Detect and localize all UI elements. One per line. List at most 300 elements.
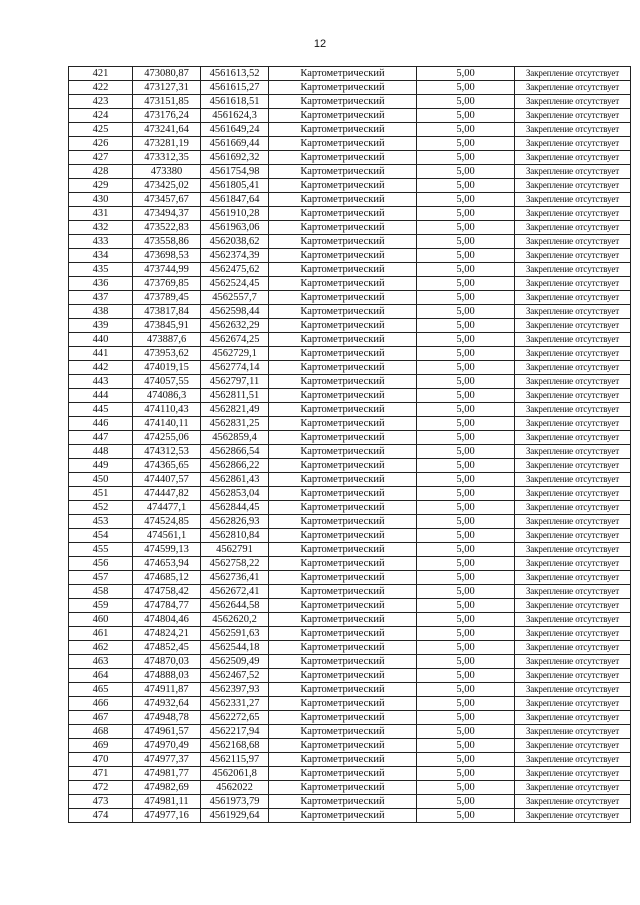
point-number-cell: 428 bbox=[69, 165, 133, 179]
x-coordinate-cell: 473151,85 bbox=[133, 95, 201, 109]
point-number-cell: 434 bbox=[69, 249, 133, 263]
y-coordinate-cell: 4561973,79 bbox=[201, 795, 269, 809]
x-coordinate-cell: 473744,99 bbox=[133, 263, 201, 277]
y-coordinate-cell: 4562509,49 bbox=[201, 655, 269, 669]
accuracy-cell: 5,00 bbox=[417, 739, 515, 753]
point-number-cell: 455 bbox=[69, 543, 133, 557]
point-number-cell: 423 bbox=[69, 95, 133, 109]
table-row bbox=[69, 613, 631, 627]
fixation-cell: Закрепление отсутствует bbox=[515, 361, 631, 375]
x-coordinate-cell: 474477,1 bbox=[133, 501, 201, 515]
x-coordinate-cell: 474961,57 bbox=[133, 725, 201, 739]
fixation-cell: Закрепление отсутствует bbox=[515, 277, 631, 291]
accuracy-cell: 5,00 bbox=[417, 347, 515, 361]
method-cell: Картометрический bbox=[269, 613, 417, 627]
x-coordinate-cell: 473080,87 bbox=[133, 67, 201, 81]
y-coordinate-cell: 4562557,7 bbox=[201, 291, 269, 305]
fixation-cell: Закрепление отсутствует bbox=[515, 655, 631, 669]
accuracy-cell: 5,00 bbox=[417, 95, 515, 109]
y-coordinate-cell: 4562866,54 bbox=[201, 445, 269, 459]
point-number-cell: 445 bbox=[69, 403, 133, 417]
x-coordinate-cell: 473457,67 bbox=[133, 193, 201, 207]
accuracy-cell: 5,00 bbox=[417, 655, 515, 669]
table-row bbox=[69, 543, 631, 557]
accuracy-cell: 5,00 bbox=[417, 711, 515, 725]
method-cell: Картометрический bbox=[269, 543, 417, 557]
fixation-cell: Закрепление отсутствует bbox=[515, 683, 631, 697]
y-coordinate-cell: 4562374,39 bbox=[201, 249, 269, 263]
method-cell: Картометрический bbox=[269, 347, 417, 361]
table-row bbox=[69, 221, 631, 235]
table-row bbox=[69, 781, 631, 795]
fixation-cell: Закрепление отсутствует bbox=[515, 697, 631, 711]
y-coordinate-cell: 4561754,98 bbox=[201, 165, 269, 179]
y-coordinate-cell: 4562217,94 bbox=[201, 725, 269, 739]
y-coordinate-cell: 4562038,62 bbox=[201, 235, 269, 249]
y-coordinate-cell: 4561963,06 bbox=[201, 221, 269, 235]
fixation-cell: Закрепление отсутствует bbox=[515, 347, 631, 361]
point-number-cell: 440 bbox=[69, 333, 133, 347]
accuracy-cell: 5,00 bbox=[417, 277, 515, 291]
table-row bbox=[69, 809, 631, 823]
point-number-cell: 446 bbox=[69, 417, 133, 431]
method-cell: Картометрический bbox=[269, 375, 417, 389]
accuracy-cell: 5,00 bbox=[417, 179, 515, 193]
accuracy-cell: 5,00 bbox=[417, 375, 515, 389]
accuracy-cell: 5,00 bbox=[417, 151, 515, 165]
accuracy-cell: 5,00 bbox=[417, 123, 515, 137]
x-coordinate-cell: 473953,62 bbox=[133, 347, 201, 361]
fixation-cell: Закрепление отсутствует bbox=[515, 137, 631, 151]
fixation-cell: Закрепление отсутствует bbox=[515, 417, 631, 431]
point-number-cell: 470 bbox=[69, 753, 133, 767]
method-cell: Картометрический bbox=[269, 459, 417, 473]
x-coordinate-cell: 474911,87 bbox=[133, 683, 201, 697]
accuracy-cell: 5,00 bbox=[417, 697, 515, 711]
table-row bbox=[69, 585, 631, 599]
x-coordinate-cell: 473281,19 bbox=[133, 137, 201, 151]
y-coordinate-cell: 4562475,62 bbox=[201, 263, 269, 277]
accuracy-cell: 5,00 bbox=[417, 585, 515, 599]
y-coordinate-cell: 4561929,64 bbox=[201, 809, 269, 823]
table-row bbox=[69, 375, 631, 389]
y-coordinate-cell: 4562736,41 bbox=[201, 571, 269, 585]
fixation-cell: Закрепление отсутствует bbox=[515, 123, 631, 137]
y-coordinate-cell: 4562644,58 bbox=[201, 599, 269, 613]
y-coordinate-cell: 4561649,24 bbox=[201, 123, 269, 137]
fixation-cell: Закрепление отсутствует bbox=[515, 571, 631, 585]
x-coordinate-cell: 474447,82 bbox=[133, 487, 201, 501]
point-number-cell: 450 bbox=[69, 473, 133, 487]
accuracy-cell: 5,00 bbox=[417, 361, 515, 375]
point-number-cell: 467 bbox=[69, 711, 133, 725]
method-cell: Картометрический bbox=[269, 599, 417, 613]
y-coordinate-cell: 4561669,44 bbox=[201, 137, 269, 151]
fixation-cell: Закрепление отсутствует bbox=[515, 403, 631, 417]
fixation-cell: Закрепление отсутствует bbox=[515, 501, 631, 515]
point-number-cell: 471 bbox=[69, 767, 133, 781]
y-coordinate-cell: 4561910,28 bbox=[201, 207, 269, 221]
x-coordinate-cell: 473176,24 bbox=[133, 109, 201, 123]
method-cell: Картометрический bbox=[269, 431, 417, 445]
method-cell: Картометрический bbox=[269, 753, 417, 767]
accuracy-cell: 5,00 bbox=[417, 109, 515, 123]
table-row bbox=[69, 291, 631, 305]
y-coordinate-cell: 4562397,93 bbox=[201, 683, 269, 697]
method-cell: Картометрический bbox=[269, 137, 417, 151]
method-cell: Картометрический bbox=[269, 123, 417, 137]
accuracy-cell: 5,00 bbox=[417, 627, 515, 641]
fixation-cell: Закрепление отсутствует bbox=[515, 207, 631, 221]
table-row bbox=[69, 431, 631, 445]
x-coordinate-cell: 473312,35 bbox=[133, 151, 201, 165]
y-coordinate-cell: 4562826,93 bbox=[201, 515, 269, 529]
accuracy-cell: 5,00 bbox=[417, 571, 515, 585]
y-coordinate-cell: 4561618,51 bbox=[201, 95, 269, 109]
fixation-cell: Закрепление отсутствует bbox=[515, 767, 631, 781]
method-cell: Картометрический bbox=[269, 557, 417, 571]
point-number-cell: 424 bbox=[69, 109, 133, 123]
x-coordinate-cell: 473698,53 bbox=[133, 249, 201, 263]
y-coordinate-cell: 4562331,27 bbox=[201, 697, 269, 711]
table-row bbox=[69, 627, 631, 641]
method-cell: Картометрический bbox=[269, 417, 417, 431]
method-cell: Картометрический bbox=[269, 501, 417, 515]
y-coordinate-cell: 4562866,22 bbox=[201, 459, 269, 473]
point-number-cell: 443 bbox=[69, 375, 133, 389]
x-coordinate-cell: 474561,1 bbox=[133, 529, 201, 543]
point-number-cell: 453 bbox=[69, 515, 133, 529]
fixation-cell: Закрепление отсутствует bbox=[515, 613, 631, 627]
y-coordinate-cell: 4562797,11 bbox=[201, 375, 269, 389]
fixation-cell: Закрепление отсутствует bbox=[515, 487, 631, 501]
accuracy-cell: 5,00 bbox=[417, 305, 515, 319]
fixation-cell: Закрепление отсутствует bbox=[515, 319, 631, 333]
accuracy-cell: 5,00 bbox=[417, 389, 515, 403]
y-coordinate-cell: 4562791 bbox=[201, 543, 269, 557]
fixation-cell: Закрепление отсутствует bbox=[515, 81, 631, 95]
table-row bbox=[69, 123, 631, 137]
table-row bbox=[69, 305, 631, 319]
fixation-cell: Закрепление отсутствует bbox=[515, 599, 631, 613]
point-number-cell: 458 bbox=[69, 585, 133, 599]
x-coordinate-cell: 474784,77 bbox=[133, 599, 201, 613]
point-number-cell: 473 bbox=[69, 795, 133, 809]
point-number-cell: 466 bbox=[69, 697, 133, 711]
table-row bbox=[69, 67, 631, 81]
point-number-cell: 463 bbox=[69, 655, 133, 669]
fixation-cell: Закрепление отсутствует bbox=[515, 431, 631, 445]
table-row bbox=[69, 529, 631, 543]
method-cell: Картометрический bbox=[269, 697, 417, 711]
x-coordinate-cell: 473425,02 bbox=[133, 179, 201, 193]
x-coordinate-cell: 474140,11 bbox=[133, 417, 201, 431]
x-coordinate-cell: 474255,06 bbox=[133, 431, 201, 445]
point-number-cell: 465 bbox=[69, 683, 133, 697]
method-cell: Картометрический bbox=[269, 711, 417, 725]
accuracy-cell: 5,00 bbox=[417, 599, 515, 613]
y-coordinate-cell: 4562672,41 bbox=[201, 585, 269, 599]
x-coordinate-cell: 474804,46 bbox=[133, 613, 201, 627]
y-coordinate-cell: 4562022 bbox=[201, 781, 269, 795]
y-coordinate-cell: 4561847,64 bbox=[201, 193, 269, 207]
fixation-cell: Закрепление отсутствует bbox=[515, 179, 631, 193]
point-number-cell: 432 bbox=[69, 221, 133, 235]
x-coordinate-cell: 474758,42 bbox=[133, 585, 201, 599]
x-coordinate-cell: 473494,37 bbox=[133, 207, 201, 221]
x-coordinate-cell: 473887,6 bbox=[133, 333, 201, 347]
table-row bbox=[69, 515, 631, 529]
accuracy-cell: 5,00 bbox=[417, 641, 515, 655]
table-row bbox=[69, 739, 631, 753]
table-row bbox=[69, 319, 631, 333]
fixation-cell: Закрепление отсутствует bbox=[515, 739, 631, 753]
point-number-cell: 438 bbox=[69, 305, 133, 319]
y-coordinate-cell: 4561692,32 bbox=[201, 151, 269, 165]
fixation-cell: Закрепление отсутствует bbox=[515, 809, 631, 823]
point-number-cell: 448 bbox=[69, 445, 133, 459]
table-row bbox=[69, 417, 631, 431]
x-coordinate-cell: 474852,45 bbox=[133, 641, 201, 655]
accuracy-cell: 5,00 bbox=[417, 193, 515, 207]
x-coordinate-cell: 474086,3 bbox=[133, 389, 201, 403]
x-coordinate-cell: 474312,53 bbox=[133, 445, 201, 459]
method-cell: Картометрический bbox=[269, 725, 417, 739]
fixation-cell: Закрепление отсутствует bbox=[515, 781, 631, 795]
table-row bbox=[69, 137, 631, 151]
accuracy-cell: 5,00 bbox=[417, 137, 515, 151]
point-number-cell: 461 bbox=[69, 627, 133, 641]
accuracy-cell: 5,00 bbox=[417, 417, 515, 431]
fixation-cell: Закрепление отсутствует bbox=[515, 529, 631, 543]
y-coordinate-cell: 4562524,45 bbox=[201, 277, 269, 291]
fixation-cell: Закрепление отсутствует bbox=[515, 795, 631, 809]
accuracy-cell: 5,00 bbox=[417, 165, 515, 179]
y-coordinate-cell: 4561613,52 bbox=[201, 67, 269, 81]
method-cell: Картометрический bbox=[269, 795, 417, 809]
method-cell: Картометрический bbox=[269, 627, 417, 641]
table-row bbox=[69, 95, 631, 109]
point-number-cell: 468 bbox=[69, 725, 133, 739]
table-row bbox=[69, 389, 631, 403]
accuracy-cell: 5,00 bbox=[417, 81, 515, 95]
accuracy-cell: 5,00 bbox=[417, 543, 515, 557]
point-number-cell: 431 bbox=[69, 207, 133, 221]
y-coordinate-cell: 4562853,04 bbox=[201, 487, 269, 501]
x-coordinate-cell: 474653,94 bbox=[133, 557, 201, 571]
point-number-cell: 472 bbox=[69, 781, 133, 795]
method-cell: Картометрический bbox=[269, 809, 417, 823]
method-cell: Картометрический bbox=[269, 81, 417, 95]
table-row bbox=[69, 697, 631, 711]
accuracy-cell: 5,00 bbox=[417, 669, 515, 683]
y-coordinate-cell: 4562758,22 bbox=[201, 557, 269, 571]
method-cell: Картометрический bbox=[269, 487, 417, 501]
table-row bbox=[69, 151, 631, 165]
method-cell: Картометрический bbox=[269, 277, 417, 291]
method-cell: Картометрический bbox=[269, 291, 417, 305]
point-number-cell: 439 bbox=[69, 319, 133, 333]
table-row bbox=[69, 753, 631, 767]
table-row bbox=[69, 109, 631, 123]
accuracy-cell: 5,00 bbox=[417, 67, 515, 81]
method-cell: Картометрический bbox=[269, 529, 417, 543]
x-coordinate-cell: 474870,03 bbox=[133, 655, 201, 669]
x-coordinate-cell: 473789,45 bbox=[133, 291, 201, 305]
table-row bbox=[69, 347, 631, 361]
method-cell: Картометрический bbox=[269, 151, 417, 165]
table-row bbox=[69, 165, 631, 179]
table-row bbox=[69, 795, 631, 809]
table-row bbox=[69, 571, 631, 585]
method-cell: Картометрический bbox=[269, 109, 417, 123]
method-cell: Картометрический bbox=[269, 767, 417, 781]
method-cell: Картометрический bbox=[269, 333, 417, 347]
method-cell: Картометрический bbox=[269, 473, 417, 487]
point-number-cell: 429 bbox=[69, 179, 133, 193]
table-row bbox=[69, 263, 631, 277]
x-coordinate-cell: 473558,86 bbox=[133, 235, 201, 249]
fixation-cell: Закрепление отсутствует bbox=[515, 669, 631, 683]
x-coordinate-cell: 474977,16 bbox=[133, 809, 201, 823]
method-cell: Картометрический bbox=[269, 95, 417, 109]
fixation-cell: Закрепление отсутствует bbox=[515, 585, 631, 599]
x-coordinate-cell: 473522,83 bbox=[133, 221, 201, 235]
accuracy-cell: 5,00 bbox=[417, 235, 515, 249]
fixation-cell: Закрепление отсутствует bbox=[515, 375, 631, 389]
method-cell: Картометрический bbox=[269, 683, 417, 697]
x-coordinate-cell: 473241,64 bbox=[133, 123, 201, 137]
fixation-cell: Закрепление отсутствует bbox=[515, 473, 631, 487]
point-number-cell: 459 bbox=[69, 599, 133, 613]
table-row bbox=[69, 445, 631, 459]
fixation-cell: Закрепление отсутствует bbox=[515, 725, 631, 739]
x-coordinate-cell: 474970,49 bbox=[133, 739, 201, 753]
point-number-cell: 425 bbox=[69, 123, 133, 137]
method-cell: Картометрический bbox=[269, 585, 417, 599]
point-number-cell: 469 bbox=[69, 739, 133, 753]
method-cell: Картометрический bbox=[269, 235, 417, 249]
point-number-cell: 474 bbox=[69, 809, 133, 823]
x-coordinate-cell: 474110,43 bbox=[133, 403, 201, 417]
method-cell: Картометрический bbox=[269, 739, 417, 753]
accuracy-cell: 5,00 bbox=[417, 613, 515, 627]
table-row bbox=[69, 277, 631, 291]
y-coordinate-cell: 4561615,27 bbox=[201, 81, 269, 95]
x-coordinate-cell: 473380 bbox=[133, 165, 201, 179]
page-number: 12 bbox=[313, 38, 327, 50]
point-number-cell: 441 bbox=[69, 347, 133, 361]
x-coordinate-cell: 473127,31 bbox=[133, 81, 201, 95]
y-coordinate-cell: 4562774,14 bbox=[201, 361, 269, 375]
fixation-cell: Закрепление отсутствует bbox=[515, 641, 631, 655]
accuracy-cell: 5,00 bbox=[417, 319, 515, 333]
point-number-cell: 457 bbox=[69, 571, 133, 585]
method-cell: Картометрический bbox=[269, 669, 417, 683]
y-coordinate-cell: 4562620,2 bbox=[201, 613, 269, 627]
table-row bbox=[69, 459, 631, 473]
method-cell: Картометрический bbox=[269, 571, 417, 585]
accuracy-cell: 5,00 bbox=[417, 767, 515, 781]
x-coordinate-cell: 474982,69 bbox=[133, 781, 201, 795]
point-number-cell: 464 bbox=[69, 669, 133, 683]
x-coordinate-cell: 473769,85 bbox=[133, 277, 201, 291]
accuracy-cell: 5,00 bbox=[417, 683, 515, 697]
x-coordinate-cell: 474981,77 bbox=[133, 767, 201, 781]
method-cell: Картометрический bbox=[269, 641, 417, 655]
method-cell: Картометрический bbox=[269, 165, 417, 179]
fixation-cell: Закрепление отсутствует bbox=[515, 151, 631, 165]
point-number-cell: 444 bbox=[69, 389, 133, 403]
fixation-cell: Закрепление отсутствует bbox=[515, 753, 631, 767]
y-coordinate-cell: 4562115,97 bbox=[201, 753, 269, 767]
accuracy-cell: 5,00 bbox=[417, 473, 515, 487]
accuracy-cell: 5,00 bbox=[417, 781, 515, 795]
point-number-cell: 452 bbox=[69, 501, 133, 515]
y-coordinate-cell: 4562821,49 bbox=[201, 403, 269, 417]
x-coordinate-cell: 473845,91 bbox=[133, 319, 201, 333]
x-coordinate-cell: 474365,65 bbox=[133, 459, 201, 473]
table-row bbox=[69, 767, 631, 781]
coordinates-table bbox=[68, 66, 631, 823]
x-coordinate-cell: 474888,03 bbox=[133, 669, 201, 683]
coordinates-table-body bbox=[69, 67, 631, 823]
fixation-cell: Закрепление отсутствует bbox=[515, 459, 631, 473]
y-coordinate-cell: 4562674,25 bbox=[201, 333, 269, 347]
y-coordinate-cell: 4561624,3 bbox=[201, 109, 269, 123]
method-cell: Картометрический bbox=[269, 781, 417, 795]
accuracy-cell: 5,00 bbox=[417, 753, 515, 767]
table-row bbox=[69, 249, 631, 263]
accuracy-cell: 5,00 bbox=[417, 333, 515, 347]
fixation-cell: Закрепление отсутствует bbox=[515, 95, 631, 109]
y-coordinate-cell: 4562544,18 bbox=[201, 641, 269, 655]
accuracy-cell: 5,00 bbox=[417, 557, 515, 571]
fixation-cell: Закрепление отсутствует bbox=[515, 221, 631, 235]
x-coordinate-cell: 474948,78 bbox=[133, 711, 201, 725]
y-coordinate-cell: 4562272,65 bbox=[201, 711, 269, 725]
x-coordinate-cell: 474599,13 bbox=[133, 543, 201, 557]
x-coordinate-cell: 474932,64 bbox=[133, 697, 201, 711]
point-number-cell: 422 bbox=[69, 81, 133, 95]
fixation-cell: Закрепление отсутствует bbox=[515, 627, 631, 641]
fixation-cell: Закрепление отсутствует bbox=[515, 67, 631, 81]
point-number-cell: 447 bbox=[69, 431, 133, 445]
y-coordinate-cell: 4562061,8 bbox=[201, 767, 269, 781]
accuracy-cell: 5,00 bbox=[417, 249, 515, 263]
point-number-cell: 454 bbox=[69, 529, 133, 543]
fixation-cell: Закрепление отсутствует bbox=[515, 109, 631, 123]
point-number-cell: 460 bbox=[69, 613, 133, 627]
x-coordinate-cell: 474524,85 bbox=[133, 515, 201, 529]
y-coordinate-cell: 4562729,1 bbox=[201, 347, 269, 361]
accuracy-cell: 5,00 bbox=[417, 207, 515, 221]
method-cell: Картометрический bbox=[269, 249, 417, 263]
y-coordinate-cell: 4561805,41 bbox=[201, 179, 269, 193]
point-number-cell: 421 bbox=[69, 67, 133, 81]
point-number-cell: 430 bbox=[69, 193, 133, 207]
point-number-cell: 451 bbox=[69, 487, 133, 501]
method-cell: Картометрический bbox=[269, 193, 417, 207]
x-coordinate-cell: 474019,15 bbox=[133, 361, 201, 375]
point-number-cell: 449 bbox=[69, 459, 133, 473]
accuracy-cell: 5,00 bbox=[417, 431, 515, 445]
x-coordinate-cell: 474057,55 bbox=[133, 375, 201, 389]
fixation-cell: Закрепление отсутствует bbox=[515, 557, 631, 571]
accuracy-cell: 5,00 bbox=[417, 529, 515, 543]
table-row bbox=[69, 655, 631, 669]
point-number-cell: 436 bbox=[69, 277, 133, 291]
